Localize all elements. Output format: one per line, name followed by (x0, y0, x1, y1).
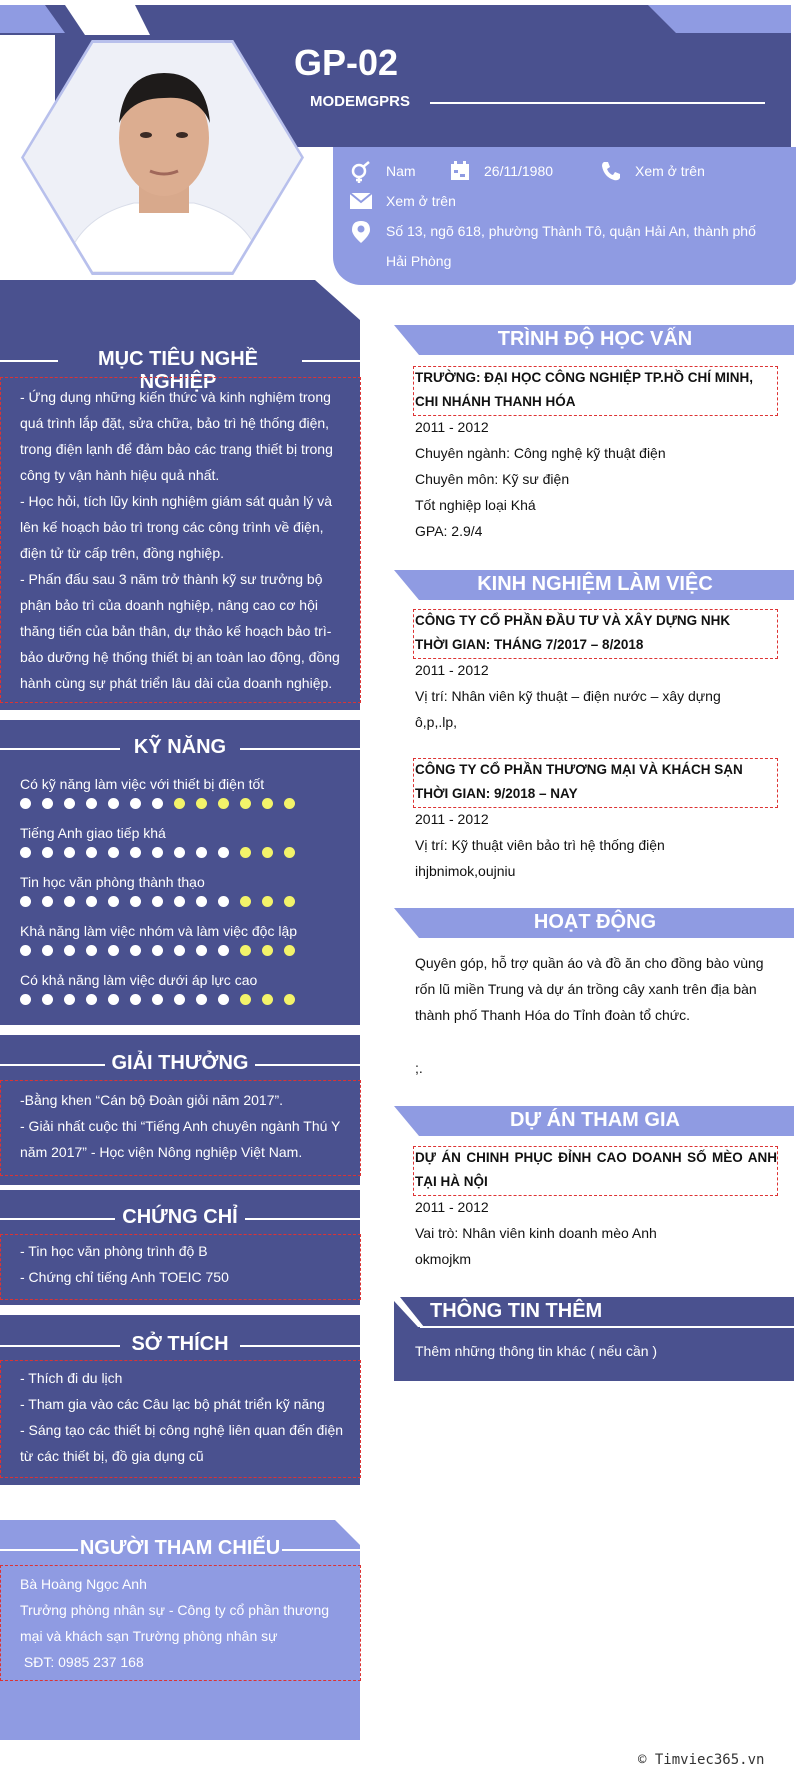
rating-dot (196, 896, 207, 907)
skill-rating (20, 945, 350, 956)
rating-dot (262, 798, 273, 809)
skills-rule-right (240, 748, 360, 750)
proj-details (415, 1194, 785, 1272)
exp-line: 2011 - 2012 (415, 811, 489, 827)
calendar-icon (450, 161, 470, 181)
exp-1-time: THỜI GIAN: THÁNG 7/2017 – 8/2018 (415, 637, 644, 652)
dob-value: 26/11/1980 (484, 163, 554, 179)
objective-text (20, 384, 345, 696)
edu-line: GPA: 2.9/4 (415, 523, 483, 539)
rating-dot (240, 945, 251, 956)
awards-text (20, 1087, 350, 1165)
exp-2-time: THỜI GIAN: 9/2018 – NAY (415, 786, 578, 801)
objective-line: - Học hỏi, tích lũy kinh nghiệm giám sát quản lý và (20, 493, 333, 509)
rating-dot (64, 945, 75, 956)
rating-dot (108, 994, 119, 1005)
rating-dot (130, 896, 141, 907)
rating-dot (64, 896, 75, 907)
rating-dot (174, 994, 185, 1005)
skills-title: KỸ NĂNG (133, 736, 227, 758)
edu-line: Chuyên môn: Kỹ sư điện (415, 471, 570, 487)
reference-rule-right (282, 1549, 360, 1551)
act-text (415, 950, 777, 1028)
exp-2-company: CÔNG TY CỔ PHẦN THƯƠNG MẠI VÀ KHÁCH SẠN (415, 762, 743, 777)
hobby-line: - Thích đi du lịch (20, 1370, 123, 1386)
rating-dot (218, 945, 229, 956)
act-extra: ;. (415, 1060, 423, 1076)
exp-line: 2011 - 2012 (415, 662, 489, 678)
objective-line: công ty vận hành hiệu quả nhất. (20, 467, 220, 483)
exp-line: ihjbnimok,oujniu (415, 863, 516, 879)
skill-name: Có khả năng làm việc dưới áp lực cao (20, 972, 258, 988)
rating-dot (64, 994, 75, 1005)
skill-name: Tin học văn phòng thành thạo (20, 874, 205, 890)
rating-dot (284, 896, 295, 907)
rating-dot (42, 847, 53, 858)
rating-dot (42, 945, 53, 956)
rating-dot (152, 798, 163, 809)
rating-dot (20, 798, 31, 809)
rating-dot (196, 798, 207, 809)
rating-dot (20, 945, 31, 956)
skill-item (20, 823, 350, 872)
rating-dot (152, 994, 163, 1005)
rating-dot (108, 945, 119, 956)
gender-icon (350, 161, 372, 183)
rating-dot (108, 798, 119, 809)
skill-rating (20, 896, 350, 907)
rating-dot (42, 994, 53, 1005)
rating-dot (108, 847, 119, 858)
skill-name: Khả năng làm việc nhóm và làm việc độc lập (20, 923, 298, 939)
exp-1-details (415, 657, 785, 735)
skill-name: Tiếng Anh giao tiếp khá (20, 825, 166, 841)
rating-dot (218, 994, 229, 1005)
hobby-title: SỞ THÍCH (131, 1333, 229, 1355)
hobby-rule-right (240, 1345, 360, 1347)
objective-line: điện tử từ cấp trên, đồng nghiệp. (20, 545, 224, 561)
rating-dot (196, 847, 207, 858)
rating-dot (240, 896, 251, 907)
rating-dot (218, 896, 229, 907)
rating-dot (152, 847, 163, 858)
proj-line: 2011 - 2012 (415, 1199, 489, 1215)
reference-rule-left (0, 1549, 78, 1551)
reference-line: SĐT: 0985 237 168 (20, 1654, 144, 1670)
rating-dot (20, 847, 31, 858)
reference-line: Trưởng phòng nhân sự - Công ty cổ phần thương (20, 1602, 330, 1618)
rating-dot (86, 945, 97, 956)
rating-dot (262, 896, 273, 907)
location-icon (352, 221, 370, 243)
rating-dot (42, 798, 53, 809)
rating-dot (174, 847, 185, 858)
rating-dot (86, 798, 97, 809)
rating-dot (152, 896, 163, 907)
more-rule (420, 1326, 794, 1328)
skill-item (20, 921, 350, 970)
act-line: thành phố Thanh Hóa do Tỉnh đoàn tổ chức. (415, 1007, 691, 1023)
skills-list (20, 774, 350, 1019)
award-line: năm 2017” - Học viện Nông nghiệp Việt Nam. (20, 1144, 303, 1160)
exp-2-details (415, 806, 785, 884)
edu-line: Chuyên ngành: Công nghệ kỹ thuật điện (415, 445, 666, 461)
rating-dot (86, 847, 97, 858)
rating-dot (262, 847, 273, 858)
awards-title: GIẢI THƯỞNG (111, 1052, 249, 1074)
edu-details (415, 414, 785, 544)
skill-rating (20, 847, 350, 858)
rating-dot (20, 994, 31, 1005)
rating-dot (20, 896, 31, 907)
address-line-1: Số 13, ngõ 618, phường Thành Tô, quận Hải An, thành phố (386, 223, 756, 239)
rating-dot (262, 945, 273, 956)
objective-line: thăng tiến của bản thân, dự thảo kế hoạch bảo trì- (20, 623, 332, 639)
phone-value[interactable]: Xem ở trên (635, 163, 705, 179)
skill-rating (20, 994, 350, 1005)
reference-text (20, 1571, 350, 1675)
cert-rule-left (0, 1218, 115, 1220)
skill-item (20, 872, 350, 921)
rating-dot (152, 945, 163, 956)
footer-brand: © Timviec365.vn (638, 1752, 765, 1768)
skill-name: Có kỹ năng làm việc với thiết bị điện tốt (20, 776, 265, 792)
header-divider (430, 102, 765, 104)
rating-dot (284, 798, 295, 809)
email-value[interactable]: Xem ở trên (386, 193, 456, 209)
edu-line: 2011 - 2012 (415, 419, 489, 435)
proj-name: DỰ ÁN CHINH PHỤC ĐỈNH CAO DOANH SỐ MÈO ANH TẠI HÀ NỘI (415, 1150, 777, 1189)
objective-line: phận bảo trì của doanh nghiệp, nâng cao cơ hội (20, 597, 318, 613)
cert-text (20, 1238, 350, 1290)
objective-line: quá trình lắp đặt, sửa chữa, bảo trì hệ thống điện, (20, 415, 330, 431)
reference-line: Bà Hoàng Ngọc Anh (20, 1576, 147, 1592)
act-line: Quyên góp, hỗ trợ quần áo và đồ ăn cho đồng bào vùng (415, 955, 764, 971)
skill-item (20, 774, 350, 823)
skill-rating (20, 798, 350, 809)
candidate-position: MODEMGPRS (310, 93, 411, 110)
rating-dot (240, 847, 251, 858)
reference-line: mại và khách sạn Trường phòng nhân sự (20, 1628, 278, 1644)
rating-dot (218, 847, 229, 858)
hobby-line: - Tham gia vào các Câu lạc bộ phát triển kỹ năng (20, 1396, 325, 1412)
exp-line: ô,p,.lp, (415, 714, 458, 730)
rating-dot (86, 994, 97, 1005)
rating-dot (174, 798, 185, 809)
exp-line: Vị trí: Nhân viên kỹ thuật – điện nước – xây dựng (415, 688, 721, 704)
rating-dot (240, 798, 251, 809)
proj-title: DỰ ÁN THAM GIA (510, 1109, 680, 1131)
more-text: Thêm những thông tin khác ( nếu cần ) (415, 1343, 658, 1359)
cert-line: - Chứng chỉ tiếng Anh TOEIC 750 (20, 1269, 229, 1285)
rating-dot (218, 798, 229, 809)
rating-dot (240, 994, 251, 1005)
act-line: rốn lũ miền Trung và dự án trồng cây xanh trên địa bàn (415, 981, 757, 997)
cert-rule-right (245, 1218, 360, 1220)
edu-title: TRÌNH ĐỘ HỌC VẤN (497, 328, 693, 350)
rating-dot (64, 847, 75, 858)
proj-line: Vai trò: Nhân viên kinh doanh mèo Anh (415, 1225, 657, 1241)
rating-dot (42, 896, 53, 907)
exp-title: KINH NGHIỆM LÀM VIỆC (477, 573, 713, 595)
rating-dot (108, 896, 119, 907)
rating-dot (284, 994, 295, 1005)
hobby-line: từ các thiết bị, đồ gia dụng cũ (20, 1448, 204, 1464)
candidate-name: GP-02 (294, 42, 399, 83)
hobby-line: - Sáng tạo các thiết bị công nghệ liên quan đến điện (20, 1422, 344, 1438)
rating-dot (130, 798, 141, 809)
hobby-rule-left (0, 1345, 120, 1347)
hobby-text (20, 1365, 350, 1469)
rating-dot (196, 994, 207, 1005)
objective-line: - Ứng dụng những kiến thức và kinh nghiệm trong (20, 389, 331, 405)
exp-line: Vị trí: Kỹ thuật viên bảo trì hệ thống điện (415, 837, 665, 853)
award-line: -Bằng khen “Cán bộ Đoàn giỏi năm 2017”. (20, 1092, 284, 1108)
skill-item (20, 970, 350, 1019)
rating-dot (174, 896, 185, 907)
objective-line: trong điện lạnh để đảm bảo các trang thiết bị trong (20, 441, 333, 457)
objective-line: hành cùng sự phát triển lâu dài của doanh nghiệp. (20, 675, 333, 691)
objective-line: - Phấn đấu sau 3 năm trở thành kỹ sư trưởng bộ (20, 571, 323, 587)
rating-dot (86, 896, 97, 907)
objective-line: lên kế hoạch bảo trì trong các công trình về điện, (20, 519, 324, 535)
skills-rule-left (0, 748, 120, 750)
cert-line: - Tin học văn phòng trình độ B (20, 1243, 208, 1259)
rating-dot (284, 945, 295, 956)
objective-title: MỤC TIÊU NGHỀ NGHIỆP (98, 348, 258, 393)
exp-1-company: CÔNG TY CỔ PHẦN ĐẦU TƯ VÀ XÂY DỰNG NHK (415, 613, 731, 628)
objective-line: bảo dưỡng hệ thống thiết bị an toàn lao động, đồng (20, 649, 340, 665)
rating-dot (130, 994, 141, 1005)
reference-title: NGƯỜI THAM CHIẾU (79, 1537, 281, 1559)
rating-dot (174, 945, 185, 956)
edu-school: TRƯỜNG: ĐẠI HỌC CÔNG NGHIỆP TP.HỒ CHÍ MINH, CHI NHÁNH THANH HÓA (415, 370, 753, 409)
rating-dot (262, 994, 273, 1005)
awards-rule-left (0, 1064, 105, 1066)
objective-rule-left (0, 360, 58, 362)
rating-dot (130, 945, 141, 956)
rating-dot (64, 798, 75, 809)
awards-rule-right (255, 1064, 360, 1066)
cert-title: CHỨNG CHỈ (122, 1206, 238, 1228)
gender-value: Nam (386, 163, 416, 179)
edu-line: Tốt nghiệp loại Khá (415, 497, 536, 513)
proj-line: okmojkm (415, 1251, 472, 1267)
objective-rule-right (302, 360, 360, 362)
more-title: THÔNG TIN THÊM (430, 1300, 603, 1322)
rating-dot (284, 847, 295, 858)
rating-dot (196, 945, 207, 956)
address-line-2: Hải Phòng (386, 253, 452, 269)
act-title: HOẠT ĐỘNG (533, 911, 657, 933)
rating-dot (130, 847, 141, 858)
phone-icon (600, 160, 622, 182)
award-line: - Giải nhất cuộc thi “Tiếng Anh chuyên ngành Thú Y (20, 1118, 341, 1134)
email-icon (350, 193, 372, 209)
